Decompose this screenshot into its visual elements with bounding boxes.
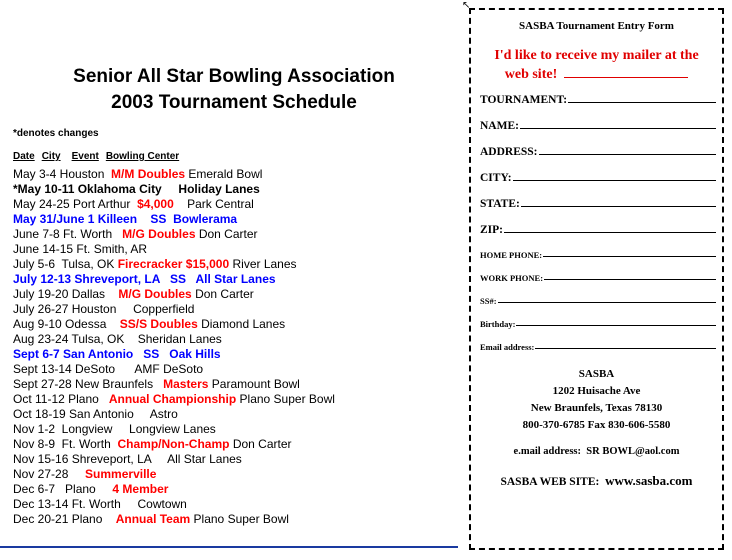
- schedule-row: [13, 497, 335, 512]
- schedule-row-text: Diamond Lanes: [197, 317, 286, 331]
- form-field: [480, 319, 716, 329]
- schedule-row-text: July 5-6 Tulsa, OK: [13, 257, 118, 271]
- field-label: ZIP:: [480, 224, 503, 236]
- schedule-title: Senior All Star Bowling Association: [73, 66, 395, 87]
- schedule-header: [13, 151, 186, 162]
- entry-form: [469, 8, 724, 550]
- schedule-row-text: Nov 27-28: [13, 467, 86, 481]
- form-field: [480, 120, 716, 132]
- schedule-row-text: Don Carter: [195, 227, 258, 241]
- schedule-row-text: Sept 27-28 New Braunfels: [13, 377, 164, 391]
- schedule-row-text: Emerald Bowl: [185, 167, 263, 181]
- schedule-row: [13, 212, 335, 227]
- schedule-row-text: Dec 20-21 Plano: [13, 512, 116, 526]
- mailer-line-2: web site!: [471, 65, 722, 84]
- field-label: CITY:: [480, 172, 512, 184]
- schedule-row-text: Champ/Non-Champ: [117, 437, 230, 451]
- form-field: [480, 296, 716, 306]
- changes-note: *denotes changes: [13, 128, 99, 139]
- schedule-row-text: July 26-27 Houston Copperfield: [13, 302, 195, 316]
- schedule-row-text: June 14-15 Ft. Smith, AR: [13, 242, 148, 256]
- schedule-row: [13, 512, 335, 527]
- schedule-row-text: Don Carter: [229, 437, 292, 451]
- schedule-row: [13, 392, 335, 407]
- form-field: [480, 198, 716, 210]
- schedule-row-text: Masters: [163, 377, 209, 391]
- form-field: [480, 273, 716, 283]
- field-blank-line[interactable]: [516, 324, 716, 326]
- field-label: WORK PHONE:: [480, 273, 544, 283]
- schedule-row: [13, 242, 335, 257]
- field-blank-line[interactable]: [520, 127, 716, 129]
- form-title: SASBA Tournament Entry Form: [519, 20, 674, 32]
- schedule-row-text: Aug 23-24 Tulsa, OK Sheridan Lanes: [13, 332, 222, 346]
- schedule-row-text: M/G Doubles: [122, 227, 196, 241]
- form-field: [480, 342, 716, 352]
- schedule-row-text: 4 Member: [112, 482, 169, 496]
- schedule-row-text: River Lanes: [229, 257, 297, 271]
- website-url[interactable]: www.sasba.com: [605, 473, 693, 488]
- schedule-row-text: Dec 6-7 Plano: [13, 482, 113, 496]
- field-label: TOURNAMENT:: [480, 94, 568, 106]
- email-label: e.mail address:: [513, 446, 582, 457]
- schedule-row: [13, 482, 335, 497]
- header-event: Event: [71, 151, 99, 162]
- schedule-row-text: Oct 11-12 Plano: [13, 392, 109, 406]
- field-label: Email address:: [480, 342, 535, 352]
- schedule-row-text: Sept 6-7 San Antonio SS Oak Hills: [13, 347, 221, 361]
- field-blank-line[interactable]: [539, 153, 716, 155]
- website-line: [471, 473, 722, 489]
- schedule-row-text: M/G Doubles: [118, 287, 192, 301]
- schedule-row-text: July 12-13 Shreveport, LA SS All Star Lanes: [13, 272, 276, 286]
- mailer-request: [471, 46, 722, 84]
- schedule-row: [13, 467, 335, 482]
- email-value: SR BOWL@aol.com: [586, 446, 680, 457]
- field-label: Birthday:: [480, 319, 516, 329]
- schedule-row-text: May 31/June 1 Killeen SS Bowlerama: [13, 212, 238, 226]
- schedule-row-text: $4,000: [137, 197, 174, 211]
- schedule-row-text: Nov 15-16 Shreveport, LA All Star Lanes: [13, 452, 242, 466]
- schedule-row: [13, 377, 335, 392]
- field-blank-line[interactable]: [544, 278, 716, 280]
- field-label: SS#:: [480, 296, 497, 306]
- header-city: City: [41, 151, 61, 162]
- schedule-list: [13, 167, 335, 527]
- mailer-blank[interactable]: [564, 65, 688, 78]
- website-label: SASBA WEB SITE:: [500, 476, 600, 488]
- schedule-row-text: *May 10-11 Oklahoma City Holiday Lanes: [13, 182, 260, 196]
- schedule-row: [13, 182, 335, 197]
- field-blank-line[interactable]: [498, 301, 716, 303]
- schedule-row-text: Don Carter: [191, 287, 254, 301]
- schedule-row-text: Nov 1-2 Longview Longview Lanes: [13, 422, 216, 436]
- schedule-row: [13, 272, 335, 287]
- schedule-row: [13, 407, 335, 422]
- schedule-row: [13, 437, 335, 452]
- schedule-row-text: Firecracker $15,000: [117, 257, 230, 271]
- bottom-rule: [0, 546, 458, 548]
- header-bowling-center: Bowling Center: [105, 151, 180, 162]
- org-street: 1202 Huisache Ave: [552, 385, 641, 397]
- schedule-row-text: Nov 8-9 Ft. Worth: [13, 437, 118, 451]
- schedule-row-text: Plano Super Bowl: [236, 392, 335, 406]
- email-line: [471, 446, 722, 457]
- org-name: SASBA: [578, 368, 615, 380]
- schedule-row: [13, 302, 335, 317]
- form-field: [480, 172, 716, 184]
- field-blank-line[interactable]: [504, 231, 716, 233]
- form-field: [480, 224, 716, 236]
- schedule-row: [13, 332, 335, 347]
- form-field: [480, 146, 716, 158]
- field-label: HOME PHONE:: [480, 250, 543, 260]
- cursor-icon: ↖: [462, 0, 471, 11]
- schedule-row-text: May 24-25 Port Arthur: [13, 197, 138, 211]
- schedule-row-text: June 7-8 Ft. Worth: [13, 227, 123, 241]
- schedule-row: [13, 227, 335, 242]
- schedule-row: [13, 197, 335, 212]
- field-blank-line[interactable]: [513, 179, 716, 181]
- schedule-row-text: Annual Championship: [108, 392, 237, 406]
- field-label: STATE:: [480, 198, 520, 210]
- schedule-row-text: SS/S Doubles: [119, 317, 198, 331]
- schedule-row-text: Park Central: [173, 197, 254, 211]
- field-blank-line[interactable]: [543, 255, 716, 257]
- form-field: [480, 250, 716, 260]
- schedule-row-text: Oct 18-19 San Antonio Astro: [13, 407, 178, 421]
- org-city-state: New Braunfels, Texas 78130: [530, 402, 663, 414]
- schedule-row: [13, 317, 335, 332]
- field-blank-line[interactable]: [568, 101, 716, 103]
- schedule-row-text: May 3-4 Houston: [13, 167, 112, 181]
- schedule-row: [13, 167, 335, 182]
- schedule-row-text: Dec 13-14 Ft. Worth Cowtown: [13, 497, 187, 511]
- field-label: NAME:: [480, 120, 519, 132]
- schedule-year-title: 2003 Tournament Schedule: [111, 92, 357, 113]
- schedule-row: [13, 422, 335, 437]
- mailer-line-1: I'd like to receive my mailer at the: [494, 48, 699, 63]
- schedule-row-text: M/M Doubles: [111, 167, 186, 181]
- schedule-row-text: Summerville: [85, 467, 157, 481]
- org-phones: 800-370-6785 Fax 830-606-5580: [522, 419, 671, 431]
- header-date: Date: [13, 151, 35, 162]
- schedule-row-text: Aug 9-10 Odessa: [13, 317, 120, 331]
- form-field: [480, 94, 716, 106]
- schedule-row: [13, 287, 335, 302]
- field-blank-line[interactable]: [535, 347, 716, 349]
- schedule-row-text: July 19-20 Dallas: [13, 287, 119, 301]
- field-blank-line[interactable]: [521, 205, 716, 207]
- schedule-row: [13, 347, 335, 362]
- schedule-row-text: Paramount Bowl: [208, 377, 300, 391]
- field-label: ADDRESS:: [480, 146, 538, 158]
- schedule-row: [13, 257, 335, 272]
- schedule-row: [13, 362, 335, 377]
- schedule-row-text: Sept 13-14 DeSoto AMF DeSoto: [13, 362, 204, 376]
- schedule-row-text: Annual Team: [115, 512, 191, 526]
- schedule-row-text: Plano Super Bowl: [190, 512, 289, 526]
- schedule-row: [13, 452, 335, 467]
